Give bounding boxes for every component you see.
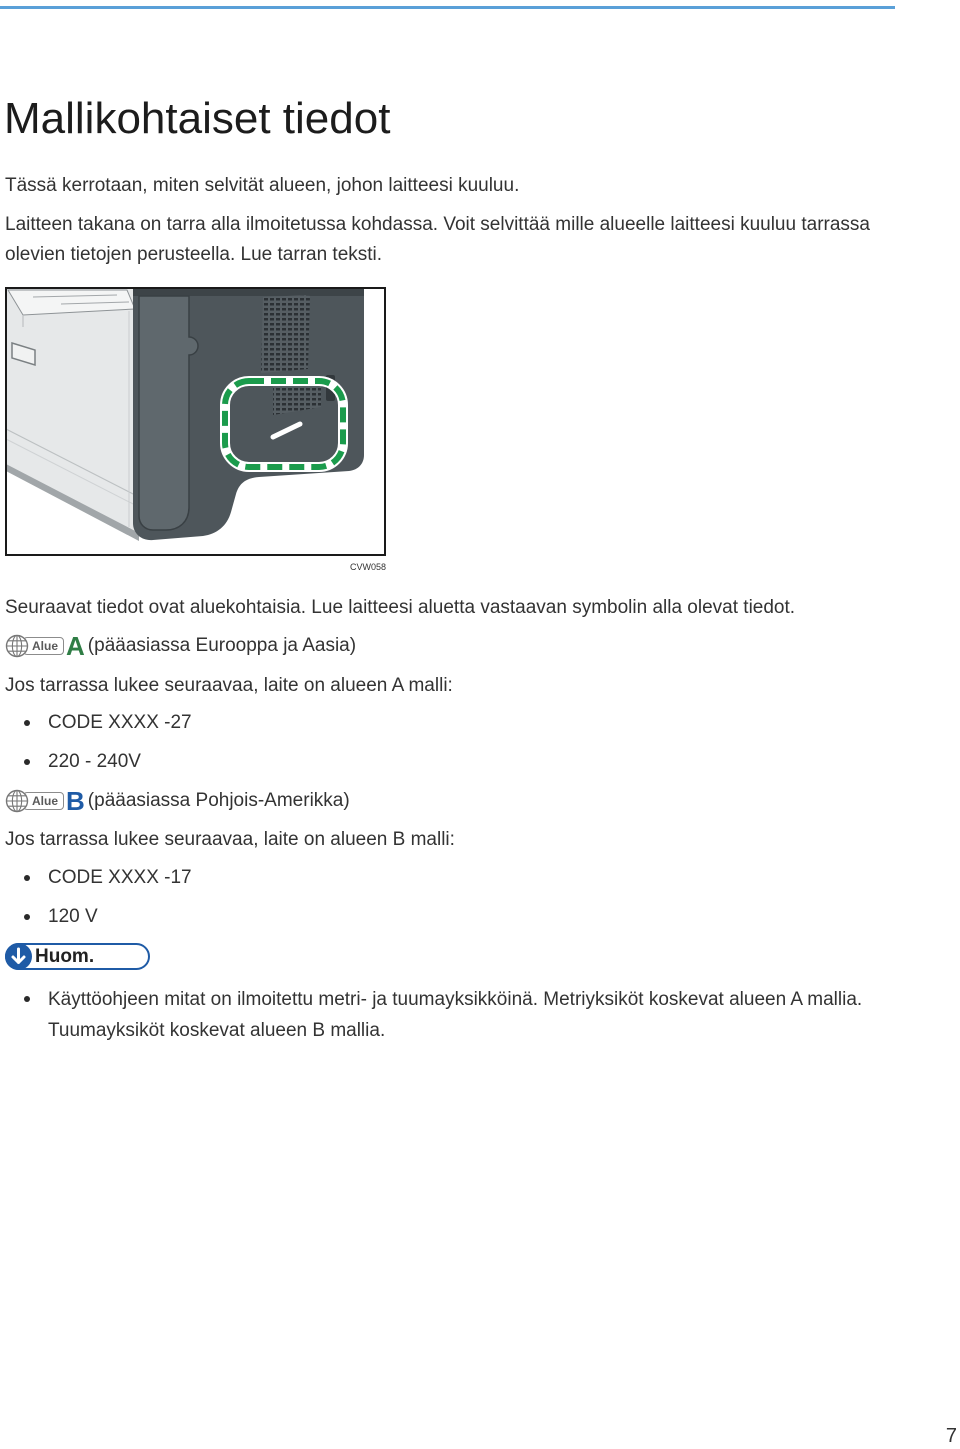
list-item-text: CODE XXXX -27 — [48, 712, 192, 733]
note-label: Huom. — [35, 946, 95, 967]
region-a-description: (pääasiassa Eurooppa ja Aasia) — [87, 635, 357, 656]
bullet-icon — [24, 914, 30, 920]
region-badge-label: Alue — [23, 637, 64, 655]
list-item-text: CODE XXXX -17 — [48, 867, 192, 888]
list-item — [0, 863, 960, 893]
figure-caption: CVW058 — [349, 562, 386, 572]
region-intro-paragraph: Seuraavat tiedot ovat aluekohtaisia. Lue laitteesi aluetta vastaavan symbolin alla olevat tiedot. — [5, 597, 796, 618]
label-location-paragraph: Laitteen takana on tarra alla ilmoitetussa kohdassa. Voit selvittää mille alueelle laitteesi kuuluu tarrassa olevien tietojen perusteella. Lue tarran teksti. — [5, 214, 870, 265]
region-a-label-list — [0, 708, 960, 786]
bullet-icon — [24, 759, 30, 765]
region-b-description: (pääasiassa Pohjois-Amerikka) — [87, 790, 350, 811]
vent-grille — [261, 295, 310, 373]
note-badge — [5, 943, 150, 970]
page-number: 7 — [945, 1425, 957, 1447]
intro-paragraph: Tässä kerrotaan, miten selvität alueen, johon laitteesi kuuluu. — [5, 175, 520, 196]
note-list — [0, 984, 960, 1046]
globe-icon — [5, 789, 29, 813]
bullet-icon — [24, 720, 30, 726]
list-item — [0, 984, 960, 1046]
region-a-mark — [5, 633, 85, 659]
note-text: Käyttöohjeen mitat on ilmoitettu metri- ja tuumayksikköinä. Metriyksiköt koskevat alueen A mallia. Tuumayksiköt koskevat alueen B mallia. — [48, 989, 863, 1041]
list-item — [0, 708, 960, 738]
region-b-label-list — [0, 863, 960, 941]
list-item-text: 120 V — [48, 906, 98, 927]
region-letter: B — [66, 786, 85, 816]
region-a-condition: Jos tarrassa lukee seuraavaa, laite on alueen A malli: — [5, 675, 453, 696]
down-arrow-icon — [5, 943, 32, 970]
list-item-text: 220 - 240V — [48, 751, 141, 772]
list-item — [0, 747, 960, 777]
top-rule — [0, 6, 895, 9]
region-b-mark — [5, 788, 85, 814]
region-letter: A — [66, 631, 85, 661]
list-item — [0, 902, 960, 932]
region-badge-label: Alue — [23, 792, 64, 810]
region-b-row — [5, 786, 350, 816]
page-title: Mallikohtaiset tiedot — [4, 94, 391, 143]
bullet-icon — [24, 996, 30, 1002]
globe-icon — [5, 634, 29, 658]
printer-rear-illustration — [5, 287, 386, 556]
region-a-row — [5, 631, 356, 661]
bullet-icon — [24, 875, 30, 881]
region-b-condition: Jos tarrassa lukee seuraavaa, laite on alueen B malli: — [5, 829, 455, 850]
